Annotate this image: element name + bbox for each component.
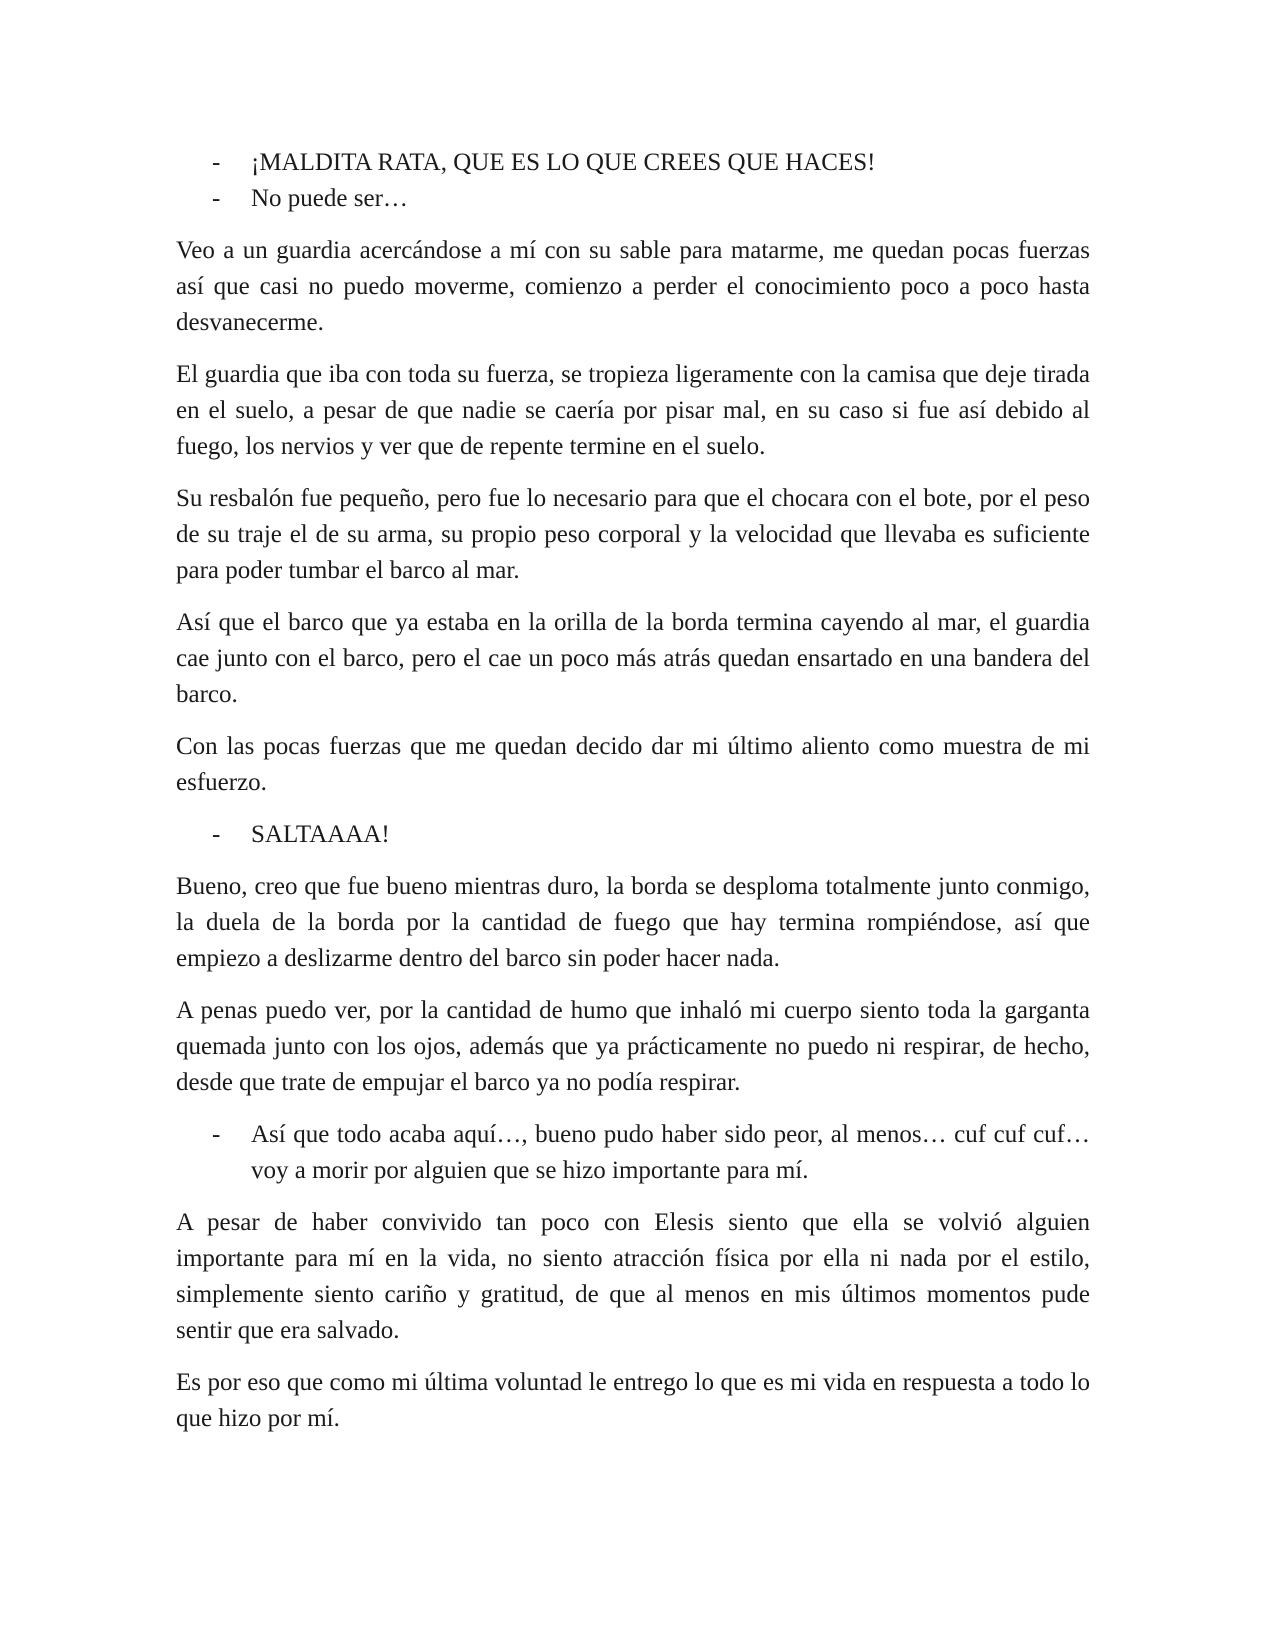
dialogue-text: Así que todo acaba aquí…, bueno pudo haber sido peor, al menos… cuf cuf cuf… voy a morir por alguien que se hizo importante para mí. xyxy=(251,1121,1090,1184)
paragraph: A penas puedo ver, por la cantidad de humo que inhaló mi cuerpo siento toda la garganta quemada junto con los ojos, además que ya prácticamente no puedo ni respirar, de hecho, desde que trate de empujar el barco ya no podía respirar. xyxy=(176,997,1090,1096)
dialogue-text: SALTAAAA! xyxy=(251,821,390,848)
dialogue-line xyxy=(176,1117,1090,1189)
dialogue-text: ¡MALDITA RATA, QUE ES LO QUE CREES QUE HACES! xyxy=(251,149,876,176)
dialogue-line xyxy=(176,181,1090,217)
dialogue-dash: - xyxy=(212,1121,221,1148)
dialogue-dash: - xyxy=(212,821,221,848)
document-body xyxy=(176,145,1090,1453)
dialogue-group-2 xyxy=(176,817,1090,853)
dialogue-dash: - xyxy=(212,149,221,176)
paragraph: Es por eso que como mi última voluntad le entrego lo que es mi vida en respuesta a todo lo que hizo por mí. xyxy=(176,1369,1090,1432)
dialogue-line xyxy=(176,145,1090,181)
paragraph: Con las pocas fuerzas que me quedan decido dar mi último aliento como muestra de mi esfuerzo. xyxy=(176,733,1090,796)
dialogue-text: No puede ser… xyxy=(251,185,408,212)
dialogue-dash: - xyxy=(212,185,221,212)
paragraph: Así que el barco que ya estaba en la orilla de la borda termina cayendo al mar, el guardia cae junto con el barco, pero el cae un poco más atrás quedan ensartado en una bandera del barco. xyxy=(176,609,1090,708)
paragraph: Bueno, creo que fue bueno mientras duro, la borda se desploma totalmente junto conmigo, la duela de la borda por la cantidad de fuego que hay termina rompiéndose, así que empiezo a deslizarme dentro del barco sin poder hacer nada. xyxy=(176,873,1090,972)
paragraph: El guardia que iba con toda su fuerza, se tropieza ligeramente con la camisa que deje tirada en el suelo, a pesar de que nadie se caería por pisar mal, en su caso si fue así debido al fuego, los nervios y ver que de repente termine en el suelo. xyxy=(176,361,1090,460)
paragraph: A pesar de haber convivido tan poco con Elesis siento que ella se volvió alguien importante para mí en la vida, no siento atracción física por ella ni nada por el estilo, simplemente siento cariño y gratitud, de que al menos en mis últimos momentos pude sentir que era salvado. xyxy=(176,1209,1090,1344)
paragraph: Su resbalón fue pequeño, pero fue lo necesario para que el chocara con el bote, por el peso de su traje el de su arma, su propio peso corporal y la velocidad que llevaba es suficiente para poder tumbar el barco al mar. xyxy=(176,485,1090,584)
paragraph: Veo a un guardia acercándose a mí con su sable para matarme, me quedan pocas fuerzas así que casi no puedo moverme, comienzo a perder el conocimiento poco a poco hasta desvanecerme. xyxy=(176,237,1090,336)
dialogue-group-3 xyxy=(176,1117,1090,1189)
dialogue-group-1 xyxy=(176,145,1090,217)
dialogue-line xyxy=(176,817,1090,853)
